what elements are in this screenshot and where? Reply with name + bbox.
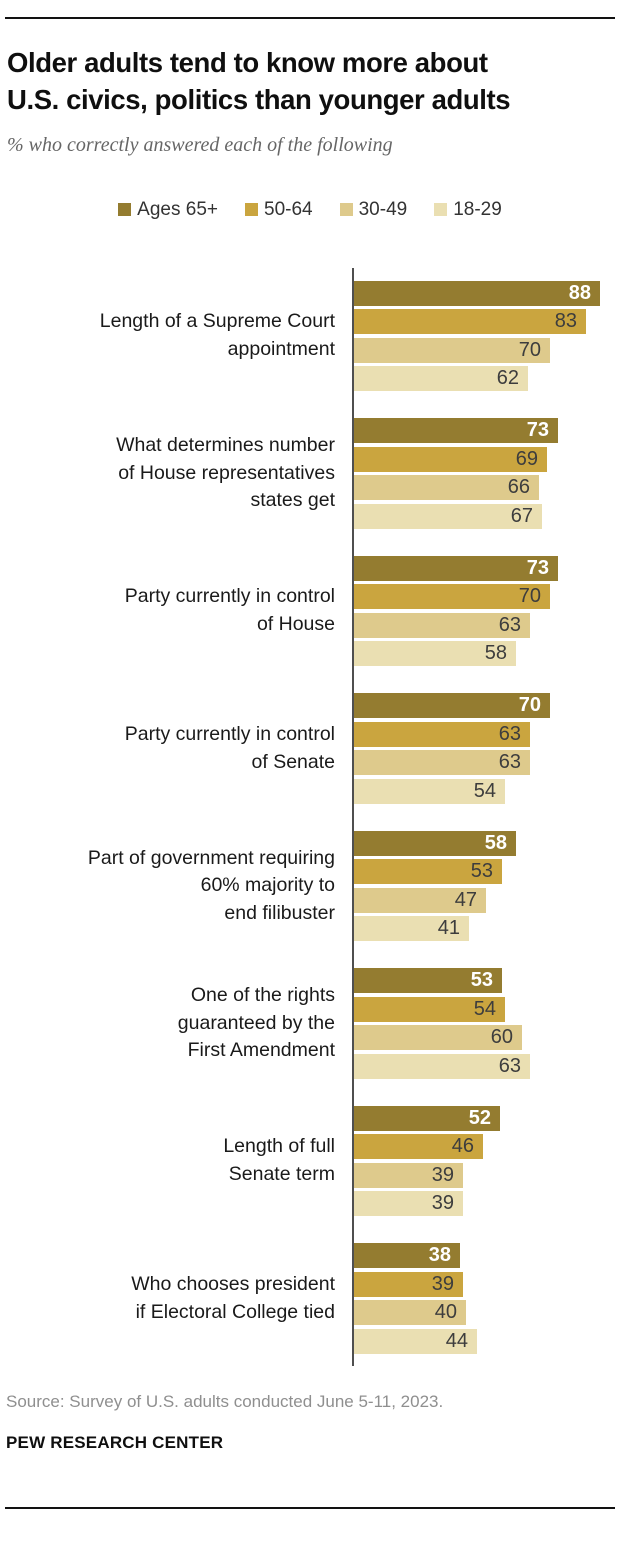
source-note: Source: Survey of U.S. adults conducted June 5-11, 2023.	[6, 1391, 444, 1411]
category-label-line: Party currently in control	[124, 585, 335, 608]
bar-ages-65	[354, 556, 558, 581]
bar-value-label: 66	[507, 476, 530, 499]
bar-18-29	[354, 779, 505, 804]
category-label-line: First Amendment	[187, 1039, 335, 1062]
legend-item	[434, 199, 502, 221]
bar-stack	[352, 831, 620, 942]
category-label-line: if Electoral College tied	[135, 1300, 335, 1323]
category-label	[0, 845, 352, 928]
bar-30-49	[354, 1300, 466, 1325]
bar-value-label: 38	[428, 1244, 451, 1267]
bar-value-label: 46	[451, 1135, 474, 1158]
bar-18-29	[354, 1329, 477, 1354]
chart-legend	[0, 199, 620, 221]
category-label	[0, 982, 352, 1065]
bar-50-64	[354, 997, 505, 1022]
bar-group	[0, 418, 620, 529]
page-title	[7, 44, 610, 119]
category-label-line: Senate term	[228, 1163, 335, 1186]
bar-value-label: 69	[515, 447, 538, 470]
bar-stack	[352, 693, 620, 804]
legend-swatch	[340, 203, 353, 216]
bar-group	[0, 968, 620, 1079]
legend-label: Ages 65+	[137, 198, 218, 220]
bar-stack	[352, 968, 620, 1079]
legend-item	[245, 199, 313, 221]
legend-swatch	[434, 203, 447, 216]
grouped-bar-chart	[0, 268, 620, 1366]
bar-18-29	[354, 366, 528, 391]
category-label-line: Length of full	[223, 1135, 335, 1158]
bar-value-label: 63	[498, 613, 521, 636]
category-label	[0, 1271, 352, 1326]
category-label-line: guaranteed by the	[177, 1011, 335, 1034]
bar-value-label: 88	[568, 281, 591, 304]
legend-label: 50-64	[264, 198, 313, 220]
bar-value-label: 52	[468, 1106, 491, 1129]
bar-50-64	[354, 1134, 483, 1159]
bar-value-label: 53	[470, 969, 493, 992]
legend-label: 30-49	[358, 198, 408, 220]
category-label-line: Who chooses president	[131, 1272, 335, 1295]
legend-item	[118, 199, 218, 221]
category-label-line: Party currently in control	[124, 722, 335, 745]
legend-swatch	[245, 203, 258, 216]
bar-30-49	[354, 1025, 522, 1050]
bar-stack	[352, 556, 620, 667]
bar-group	[0, 693, 620, 804]
bar-50-64	[354, 722, 530, 747]
bottom-rule	[5, 1507, 615, 1509]
bar-value-label: 70	[518, 338, 541, 361]
bar-ages-65	[354, 831, 516, 856]
bar-value-label: 54	[473, 779, 496, 802]
bar-50-64	[354, 447, 547, 472]
bar-value-label: 39	[431, 1272, 454, 1295]
bar-50-64	[354, 859, 502, 884]
bar-value-label: 58	[484, 642, 507, 665]
bar-18-29	[354, 1054, 530, 1079]
category-label-line: end filibuster	[224, 901, 335, 924]
category-label-line: of House	[256, 613, 335, 636]
bar-value-label: 54	[473, 997, 496, 1020]
category-label-line: Part of government requiring	[87, 846, 335, 869]
bar-18-29	[354, 641, 516, 666]
bar-30-49	[354, 750, 530, 775]
category-label-line: states get	[250, 489, 335, 512]
bar-group	[0, 831, 620, 942]
legend-label: 18-29	[453, 198, 502, 220]
bar-value-label: 70	[518, 585, 541, 608]
bar-stack	[352, 418, 620, 529]
category-label-line: What determines number	[116, 434, 335, 456]
category-label	[0, 1133, 352, 1188]
bar-ages-65	[354, 281, 600, 306]
bar-18-29	[354, 1191, 463, 1216]
bar-stack	[352, 281, 620, 392]
bar-50-64	[354, 584, 550, 609]
bar-ages-65	[354, 1243, 460, 1268]
bar-30-49	[354, 888, 486, 913]
chart-groups	[0, 281, 620, 1354]
bar-30-49	[354, 1163, 463, 1188]
bar-30-49	[354, 475, 539, 500]
category-label	[0, 308, 352, 363]
bar-stack	[352, 1243, 620, 1354]
bar-value-label: 53	[470, 860, 493, 883]
bar-18-29	[354, 504, 542, 529]
bar-value-label: 62	[496, 367, 519, 390]
bar-value-label: 39	[431, 1163, 454, 1186]
bar-value-label: 63	[498, 1054, 521, 1077]
bar-50-64	[354, 309, 586, 334]
legend-item	[340, 199, 408, 221]
bar-ages-65	[354, 1106, 500, 1131]
category-label-line: appointment	[227, 338, 335, 361]
category-label-line: of Senate	[251, 750, 335, 773]
bar-value-label: 41	[437, 917, 460, 940]
bar-ages-65	[354, 418, 558, 443]
bar-value-label: 40	[434, 1301, 457, 1324]
bar-value-label: 73	[526, 419, 549, 442]
bar-30-49	[354, 613, 530, 638]
bar-50-64	[354, 1272, 463, 1297]
bar-group	[0, 1106, 620, 1217]
bar-value-label: 63	[498, 722, 521, 745]
category-label-line: Length of a Supreme Court	[99, 310, 335, 333]
bar-30-49	[354, 338, 550, 363]
page-title-line-2: U.S. civics, politics than younger adults	[7, 84, 511, 116]
bar-18-29	[354, 916, 469, 941]
bar-value-label: 70	[518, 694, 541, 717]
bar-group	[0, 1243, 620, 1354]
category-label-line: One of the rights	[190, 984, 335, 1006]
page-title-line-1: Older adults tend to know more about	[7, 47, 488, 78]
bar-stack	[352, 1106, 620, 1217]
top-rule	[5, 17, 615, 19]
bar-group	[0, 556, 620, 667]
category-label-line: of House representatives	[118, 461, 335, 484]
bar-group	[0, 281, 620, 392]
bar-value-label: 44	[445, 1329, 468, 1352]
category-label	[0, 583, 352, 638]
category-label	[0, 721, 352, 776]
bar-value-label: 83	[554, 310, 577, 333]
bar-value-label: 39	[431, 1192, 454, 1215]
bar-value-label: 60	[490, 1026, 513, 1049]
bar-value-label: 47	[454, 888, 477, 911]
bar-value-label: 58	[484, 831, 507, 854]
bar-ages-65	[354, 693, 550, 718]
legend-swatch	[118, 203, 131, 216]
chart-subtitle: % who correctly answered each of the following	[7, 133, 393, 156]
bar-ages-65	[354, 968, 502, 993]
category-label-line: 60% majority to	[200, 874, 335, 897]
bar-value-label: 63	[498, 751, 521, 774]
pew-research-center-wordmark: PEW RESEARCH CENTER	[6, 1432, 224, 1452]
bar-value-label: 73	[526, 556, 549, 579]
category-label	[0, 432, 352, 515]
bar-value-label: 67	[510, 504, 533, 527]
